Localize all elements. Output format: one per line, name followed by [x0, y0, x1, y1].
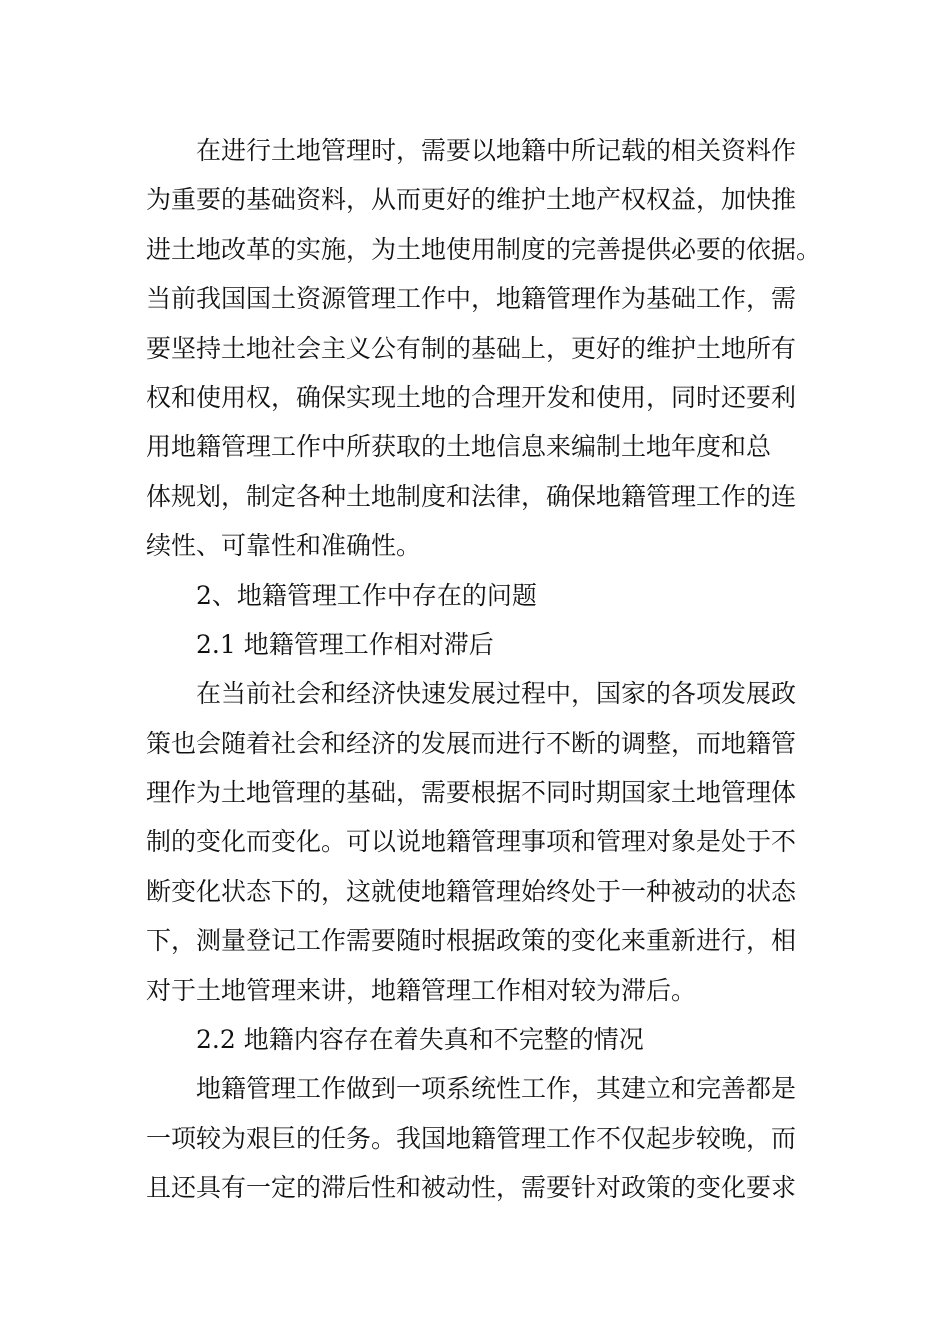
text-line: 在当前社会和经济快速发展过程中，国家的各项发展政 — [196, 679, 797, 709]
text-line: 用地籍管理工作中所获取的土地信息来编制土地年度和总 — [146, 432, 772, 462]
text-line: 2.2 地籍内容存在着失真和不完整的情况 — [196, 1025, 644, 1055]
text-line: 地籍管理工作做到一项系统性工作，其建立和完善都是 — [196, 1074, 797, 1104]
text-line: 下，测量登记工作需要随时根据政策的变化来重新进行，相 — [146, 926, 797, 956]
text-line: 续性、可靠性和准确性。 — [146, 531, 422, 561]
text-line: 对于土地管理来讲，地籍管理工作相对较为滞后。 — [146, 975, 697, 1005]
text-line: 进土地改革的实施，为土地使用制度的完善提供必要的依据。 — [146, 234, 822, 264]
text-line: 断变化状态下的，这就使地籍管理始终处于一种被动的状态 — [146, 876, 797, 906]
text-line: 要坚持土地社会主义公有制的基础上，更好的维护土地所有 — [146, 333, 797, 363]
text-line: 制的变化而变化。可以说地籍管理事项和管理对象是处于不 — [146, 827, 797, 857]
text-line: 策也会随着社会和经济的发展而进行不断的调整，而地籍管 — [146, 728, 797, 758]
text-line: 权和使用权，确保实现土地的合理开发和使用，同时还要利 — [146, 382, 797, 412]
text-line: 一项较为艰巨的任务。我国地籍管理工作不仅起步较晚，而 — [146, 1123, 797, 1153]
text-line: 理作为土地管理的基础，需要根据不同时期国家土地管理体 — [146, 778, 797, 808]
body-text — [146, 126, 826, 1213]
text-line: 在进行土地管理时，需要以地籍中所记载的相关资料作 — [196, 136, 797, 165]
text-line: 2、地籍管理工作中存在的问题 — [196, 580, 537, 610]
text-line: 为重要的基础资料，从而更好的维护土地产权权益，加快推 — [146, 185, 797, 215]
text-line: 当前我国国土资源管理工作中，地籍管理作为基础工作，需 — [146, 284, 797, 314]
text-line: 体规划，制定各种土地制度和法律，确保地籍管理工作的连 — [146, 481, 797, 511]
text-line: 2.1 地籍管理工作相对滞后 — [196, 629, 494, 659]
text-line: 且还具有一定的滞后性和被动性，需要针对政策的变化要求 — [146, 1173, 797, 1203]
